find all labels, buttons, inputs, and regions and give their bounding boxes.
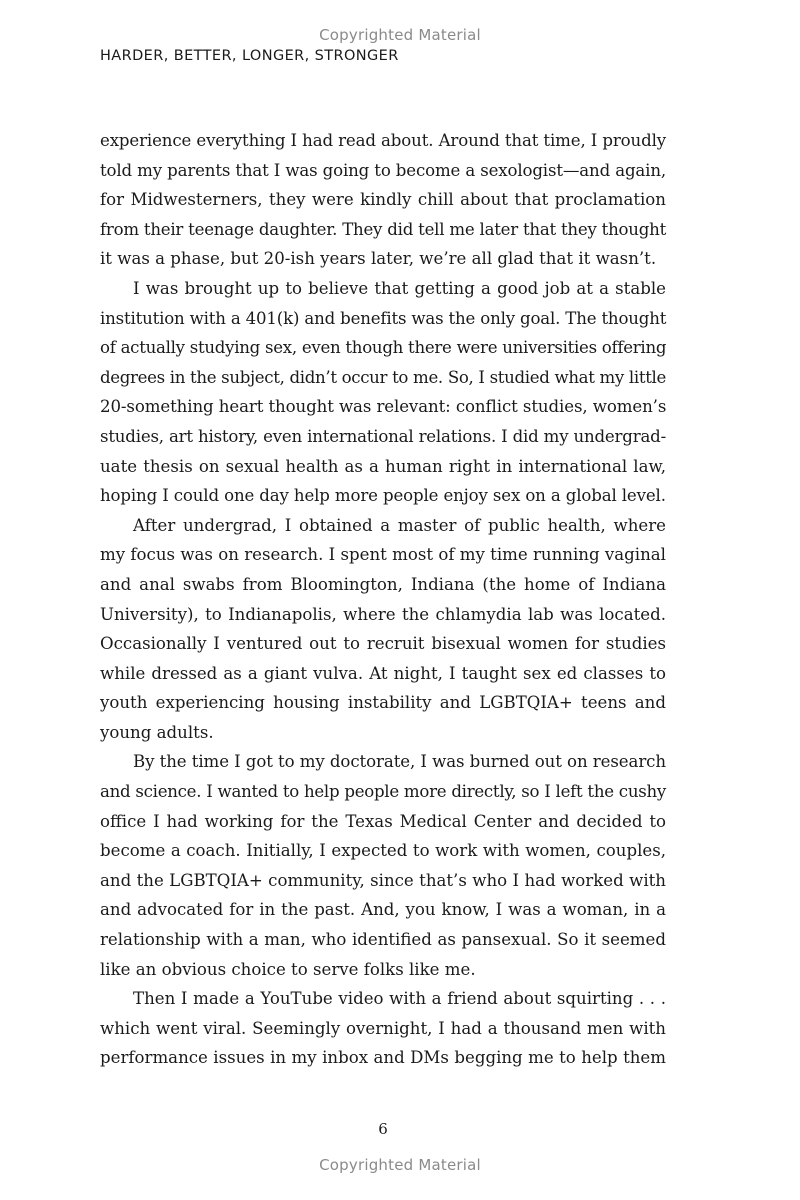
copyright-watermark-bottom: Copyrighted Material	[319, 1156, 481, 1174]
text-line: like an obvious choice to serve folks like me.	[100, 959, 476, 979]
text-line: I was brought up to believe that getting a good job at a stable	[133, 278, 666, 298]
text-line: of actually studying sex, even though there were universities offering	[100, 338, 667, 358]
text-line: youth experiencing housing instability and LGBTQIA+ teens and	[100, 693, 666, 713]
text-line: Then I made a YouTube video with a friend about squirting . . .	[133, 989, 666, 1009]
text-line: and advocated for in the past. And, you know, I was a woman, in a	[100, 900, 666, 920]
text-line: performance issues in my inbox and DMs begging me to help them	[100, 1048, 666, 1068]
paragraph	[100, 511, 666, 748]
text-line: University), to Indianapolis, where the chlamydia lab was located.	[100, 604, 666, 624]
text-line: hoping I could one day help more people enjoy sex on a global level.	[100, 486, 666, 506]
paragraph	[100, 126, 666, 274]
text-line: studies, art history, even international relations. I did my undergrad-	[100, 426, 666, 446]
text-line: degrees in the subject, didn’t occur to me. So, I studied what my little	[100, 367, 666, 387]
copyright-watermark-top: Copyrighted Material	[319, 26, 481, 44]
text-line: Occasionally I ventured out to recruit bisexual women for studies	[100, 634, 666, 654]
text-line: uate thesis on sexual health as a human right in international law,	[100, 456, 666, 476]
text-line: By the time I got to my doctorate, I was burned out on research	[133, 752, 666, 772]
text-line: relationship with a man, who identified as pansexual. So it seemed	[100, 930, 666, 950]
paragraph	[100, 274, 666, 511]
text-line: 20-something heart thought was relevant: conflict studies, women’s	[100, 397, 667, 417]
text-line: for Midwesterners, they were kindly chill about that proclamation	[100, 190, 666, 210]
page-number: 6	[378, 1120, 388, 1138]
text-line: while dressed as a giant vulva. At night, I taught sex ed classes to	[100, 663, 666, 683]
text-line: told my parents that I was going to become a sexologist—and again,	[100, 160, 666, 180]
text-line: my focus was on research. I spent most of my time running vaginal	[100, 545, 666, 565]
text-line: and the LGBTQIA+ community, since that’s who I had worked with	[100, 870, 666, 890]
body-text	[100, 126, 666, 1073]
text-line: become a coach. Initially, I expected to work with women, couples,	[100, 841, 666, 861]
text-line: office I had working for the Texas Medical Center and decided to	[100, 811, 666, 831]
text-line: institution with a 401(k) and benefits was the only goal. The thought	[100, 308, 667, 328]
text-line: it was a phase, but 20-ish years later, we’re all glad that it wasn’t.	[100, 249, 657, 269]
paragraph	[100, 984, 666, 1073]
text-line: After undergrad, I obtained a master of public health, where	[133, 515, 666, 535]
text-line: experience everything I had read about. Around that time, I proudly	[100, 131, 666, 150]
running-head: HARDER, BETTER, LONGER, STRONGER	[100, 48, 399, 64]
text-line: and science. I wanted to help people more directly, so I left the cushy	[100, 782, 666, 802]
text-line: which went viral. Seemingly overnight, I had a thousand men with	[100, 1018, 666, 1038]
text-line: and anal swabs from Bloomington, Indiana (the home of Indiana	[100, 574, 666, 594]
text-line: young adults.	[100, 722, 214, 742]
paragraph	[100, 747, 666, 984]
text-line: from their teenage daughter. They did tell me later that they thought	[100, 219, 666, 239]
